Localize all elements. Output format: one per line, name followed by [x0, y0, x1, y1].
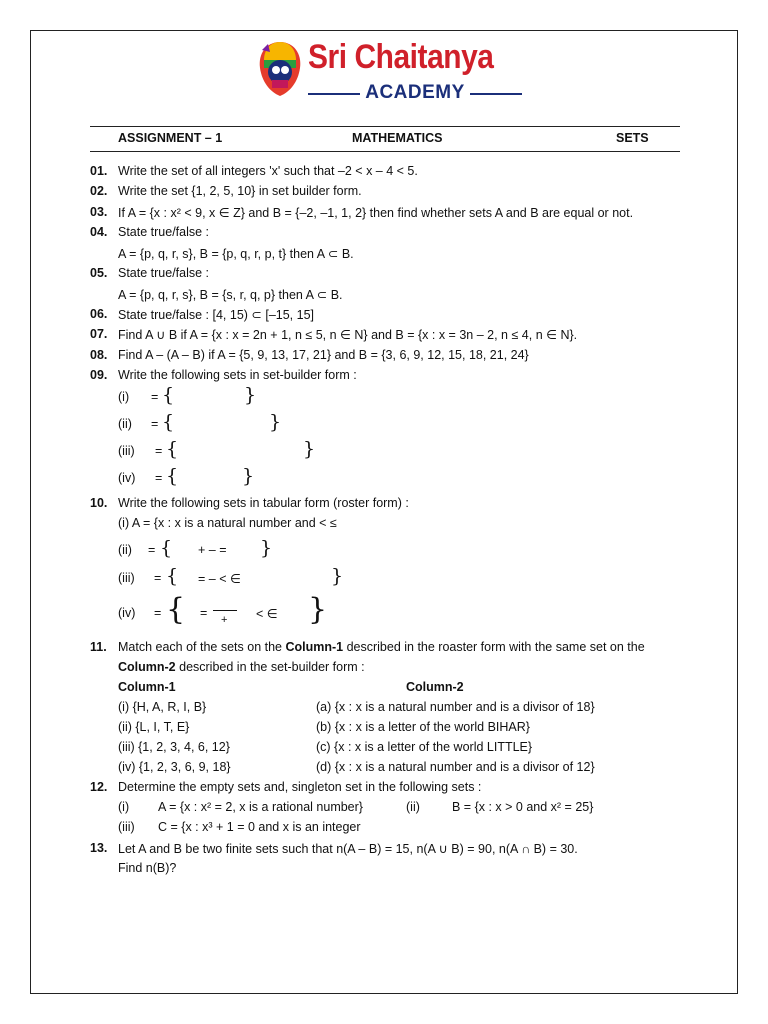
question-number: 09.: [90, 368, 108, 382]
item-label: (iii): [118, 444, 135, 458]
q9-item-i: [118, 384, 257, 406]
brand-logo: [256, 40, 526, 106]
divider: [470, 93, 522, 95]
column-2-heading: Column-2: [406, 680, 464, 694]
question-5-line2: A = {p, q, r, s}, B = {s, r, q, p} then A ⊂ B.: [118, 288, 343, 302]
brand-sub: ACADEMY: [365, 82, 465, 103]
match-left-iv: (iv) {1, 2, 3, 6, 9, 18}: [118, 760, 231, 774]
question-text: State true/false :: [118, 225, 210, 239]
brace-close: }: [260, 537, 273, 559]
question-number: 03.: [90, 205, 108, 219]
brace-close: }: [308, 592, 328, 627]
brand-name: Sri Chaitanya: [308, 38, 494, 76]
item-label: (iv): [118, 471, 136, 485]
brace-close: }: [269, 411, 282, 433]
q12-item-iii: C = {x : x³ + 1 = 0 and x is an integer: [158, 820, 361, 834]
equals: =: [155, 444, 163, 458]
set-body: = – < ∈: [198, 572, 241, 586]
question-text: Write the following sets in tabular form (roster form) :: [118, 496, 409, 510]
brace-close: }: [331, 565, 344, 587]
brace-open: {: [162, 384, 175, 406]
brace-open: {: [166, 438, 179, 460]
match-left-i: (i) {H, A, R, I, B}: [118, 700, 207, 714]
question-number: 07.: [90, 327, 108, 341]
question-text: State true/false :: [118, 266, 210, 280]
set-body-rest: < ∈: [256, 607, 278, 621]
brace-close: }: [303, 438, 316, 460]
match-right-b: (b) {x : x is a letter of the world BIHAR}: [316, 720, 530, 734]
question-13-line2: Find n(B)?: [118, 861, 177, 875]
question-4-line2: A = {p, q, r, s}, B = {p, q, r, p, t} then A ⊂ B.: [118, 247, 354, 261]
column-1-heading: Column-1: [118, 680, 176, 694]
question-text: Write the following sets in set-builder form :: [118, 368, 357, 382]
set-body: + – =: [198, 543, 227, 557]
item-label: (ii): [118, 543, 132, 557]
q12-item-i: A = {x : x² = 2, x is a rational number}: [158, 800, 363, 814]
bold-term: Column-2: [118, 660, 176, 674]
item-label: (i): [118, 390, 130, 404]
q10-item-iii: [118, 565, 344, 587]
brace-close: }: [242, 465, 255, 487]
match-left-ii: (ii) {L, I, T, E}: [118, 720, 190, 734]
equals: =: [154, 571, 162, 585]
text-part: described in the roaster form with the same set on the: [343, 640, 645, 654]
question-11-line2: [118, 660, 365, 674]
match-right-c: (c) {x : x is a letter of the world LITTLE}: [316, 740, 533, 754]
question-number: 13.: [90, 841, 108, 855]
text-part: Match each of the sets on the: [118, 640, 286, 654]
question-text: [118, 640, 645, 654]
q12-item-ii: B = {x : x > 0 and x² = 25}: [452, 800, 594, 814]
equals: =: [151, 390, 159, 404]
question-number: 10.: [90, 496, 108, 510]
q12-label-ii: (ii): [406, 800, 420, 814]
question-number: 05.: [90, 266, 108, 280]
equals: =: [154, 606, 162, 620]
question-number: 01.: [90, 164, 108, 178]
bold-term: Column-1: [285, 640, 344, 654]
emblem-icon: [256, 40, 304, 98]
text-part: described in the set-builder form :: [175, 660, 365, 674]
q12-label-i: (i): [118, 800, 130, 814]
equals: =: [148, 543, 156, 557]
item-label: (iii): [118, 571, 135, 585]
question-text: Let A and B be two finite sets such that n(A – B) = 15, n(A ∪ B) = 90, n(A ∩ B) = 30.: [118, 842, 578, 856]
question-number: 08.: [90, 348, 108, 362]
equals: =: [151, 417, 159, 431]
match-right-d: (d) {x : x is a natural number and is a divisor of 12}: [316, 760, 595, 774]
q9-item-ii: [118, 411, 282, 433]
assignment-label: ASSIGNMENT – 1: [118, 131, 223, 145]
brace-close: }: [244, 384, 257, 406]
brace-open: {: [166, 565, 179, 587]
q9-item-iv: [118, 465, 255, 487]
topic-label: SETS: [616, 131, 649, 145]
question-number: 02.: [90, 184, 108, 198]
brace-open: {: [166, 592, 186, 627]
question-text: Find A ∪ B if A = {x : x = 2n + 1, n ≤ 5, n ∈ N} and B = {x : x = 3n – 2, n ≤ 4, n ∈ N}.: [118, 328, 578, 342]
question-number: 12.: [90, 780, 108, 794]
question-number: 06.: [90, 307, 108, 321]
match-right-a: (a) {x : x is a natural number and is a divisor of 18}: [316, 700, 595, 714]
fraction-denominator: +: [221, 614, 228, 626]
question-text: Write the set of all integers 'x' such that –2 < x – 4 < 5.: [118, 164, 418, 178]
item-label: (iv): [118, 606, 136, 620]
set-body: =: [200, 606, 208, 620]
subject-label: MATHEMATICS: [352, 131, 443, 145]
question-number: 04.: [90, 225, 108, 239]
q10-item-ii: [118, 537, 273, 559]
question-text: State true/false : [4, 15) ⊂ [–15, 15]: [118, 308, 315, 322]
brace-open: {: [160, 537, 173, 559]
q9-item-iii: [118, 438, 316, 460]
assignment-header: [90, 126, 680, 152]
question-text: If A = {x : x² < 9, x ∈ Z} and B = {–2, –1, 1, 2} then find whether sets A and B are equal or not.: [118, 206, 634, 220]
item-label: (ii): [118, 417, 132, 431]
brace-open: {: [166, 465, 179, 487]
question-text: Write the set {1, 2, 5, 10} in set builder form.: [118, 184, 362, 198]
q12-label-iii: (iii): [118, 820, 135, 834]
question-text: Find A – (A – B) if A = {5, 9, 13, 17, 21} and B = {3, 6, 9, 12, 15, 18, 21, 24}: [118, 348, 529, 362]
q10-item-iv: [118, 592, 328, 627]
question-text: Determine the empty sets and, singleton set in the following sets :: [118, 780, 482, 794]
match-left-iii: (iii) {1, 2, 3, 4, 6, 12}: [118, 740, 230, 754]
q10-item-i: (i) A = {x : x is a natural number and < ≤: [118, 516, 337, 530]
question-number: 11.: [90, 640, 107, 654]
academy-row: [308, 82, 522, 104]
brace-open: {: [162, 411, 175, 433]
equals: =: [155, 471, 163, 485]
fraction-bar: [213, 610, 237, 611]
